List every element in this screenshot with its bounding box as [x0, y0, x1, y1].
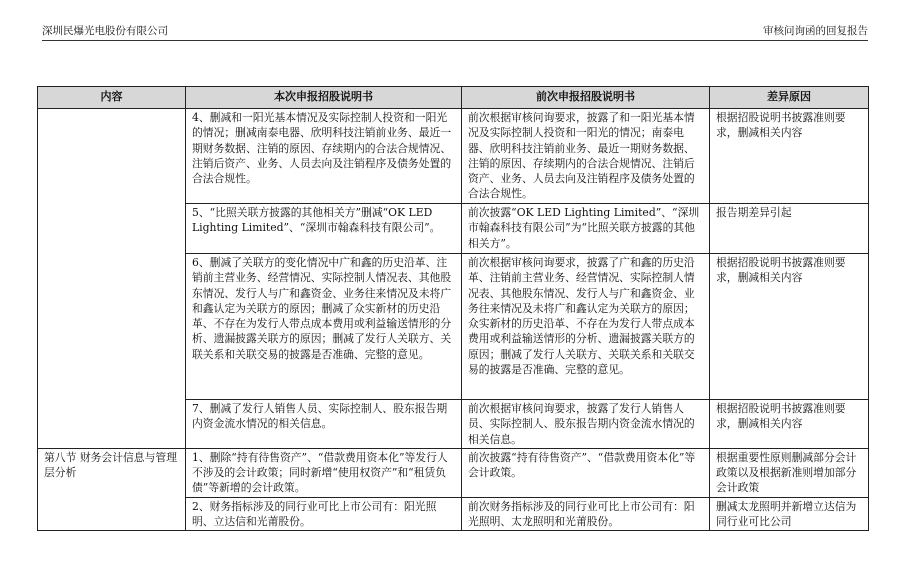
current-cell: 7、删减了发行人销售人员、实际控制人、股东报告期内资金流水情况的相关信息。 — [186, 400, 462, 449]
reason-cell: 根据重要性原则删减部分会计政策以及根据新准则增加部分会计政策 — [710, 448, 869, 497]
current-cell: 1、删除“持有待售资产”、“借款费用资本化”等发行人不涉及的会计政策；同时新增“使用权资产”和“租赁负债”等新增的会计政策。 — [186, 448, 462, 497]
current-cell: 4、删减和一阳光基本情况及实际控制人投资和一阳光的情况；删减南泰电器、欣明科技注销前业务、最近一期财务数据、注销的原因、存续期内的合法合规情况、注销后资产、业务、人员去向及注销程序及债务处置的合法合规性。 — [186, 109, 462, 204]
previous-cell: 前次根据审核问询要求，披露了广和鑫的历史沿革、注销前主营业务、经营情况、实际控制人情况表、其他股东情况、发行人与广和鑫资金、业务往来情况及未将广和鑫认定为关联方的原因；众实新材的历史沿革、不存在为发行人带点成本费用或利益输送情形的分析、遗漏披露关联方的原因；删减了发行人关联方、关联关系和关联交易的披露是否准确、完整的意见。 — [462, 254, 710, 400]
page-header — [42, 23, 868, 41]
previous-cell: 前次财务指标涉及的同行业可比上市公司有：阳光照明、太龙照明和光莆股份。 — [462, 497, 710, 531]
current-cell: 2、财务指标涉及的同行业可比上市公司有：阳光照明、立达信和光莆股份。 — [186, 497, 462, 531]
company-name: 深圳民爆光电股份有限公司 — [42, 25, 168, 37]
column-header-content: 内容 — [38, 87, 186, 109]
table-header-row — [38, 87, 869, 109]
previous-cell: 前次根据审核问询要求，披露了和一阳光基本情况及实际控制人投资和一阳光的情况；南泰电器、欣明科技注销前业务、最近一期财务数据、注销的原因、存续期内的合法合规情况、注销后资产、业务、人员去向及注销程序及债务处置的合法合规性。 — [462, 109, 710, 204]
column-header-reason: 差异原因 — [710, 87, 869, 109]
reason-cell: 根据招股说明书披露准则要求，删减相关内容 — [710, 254, 869, 400]
header-divider — [42, 40, 868, 41]
current-cell: 5、“比照关联方披露的其他相关方”删减“OK LED Lighting Limited”、“深圳市翰森科技有限公司”。 — [186, 204, 462, 254]
current-cell: 6、删减了关联方的变化情况中广和鑫的历史沿革、注销前主营业务、经营情况、实际控制人情况表、其他股东情况、发行人与广和鑫资金、业务往来情况及未将广和鑫认定为关联方的原因；删减了众实新材的历史沿革、不存在为发行人带点成本费用或利益输送情形的分析、遗漏披露关联方的原因；删减了发行人关联方、关联关系和关联交易的披露是否准确、完整的意见。 — [186, 254, 462, 400]
reason-cell: 删减太龙照明并新增立达信为同行业可比公司 — [710, 497, 869, 531]
column-header-previous: 前次申报招股说明书 — [462, 87, 710, 109]
previous-cell: 前次披露“持有待售资产”、“借款费用资本化”等会计政策。 — [462, 448, 710, 497]
table-row — [38, 448, 869, 497]
table-row — [38, 109, 869, 204]
reason-cell: 根据招股说明书披露准则要求，删减相关内容 — [710, 109, 869, 204]
section-cell: 第八节 财务会计信息与管理层分析 — [38, 448, 186, 530]
comparison-table — [37, 86, 869, 531]
section-cell-continued — [38, 109, 186, 449]
previous-cell: 前次根据审核问询要求，披露了发行人销售人员、实际控制人、股东报告期内资金流水情况的相关信息。 — [462, 400, 710, 449]
document-title: 审核问询函的回复报告 — [763, 25, 868, 37]
reason-cell: 报告期差异引起 — [710, 204, 869, 254]
reason-cell: 根据招股说明书披露准则要求，删减相关内容 — [710, 400, 869, 449]
column-header-current: 本次申报招股说明书 — [186, 87, 462, 109]
previous-cell: 前次披露“OK LED Lighting Limited”、“深圳市翰森科技有限公司”为“比照关联方披露的其他相关方”。 — [462, 204, 710, 254]
